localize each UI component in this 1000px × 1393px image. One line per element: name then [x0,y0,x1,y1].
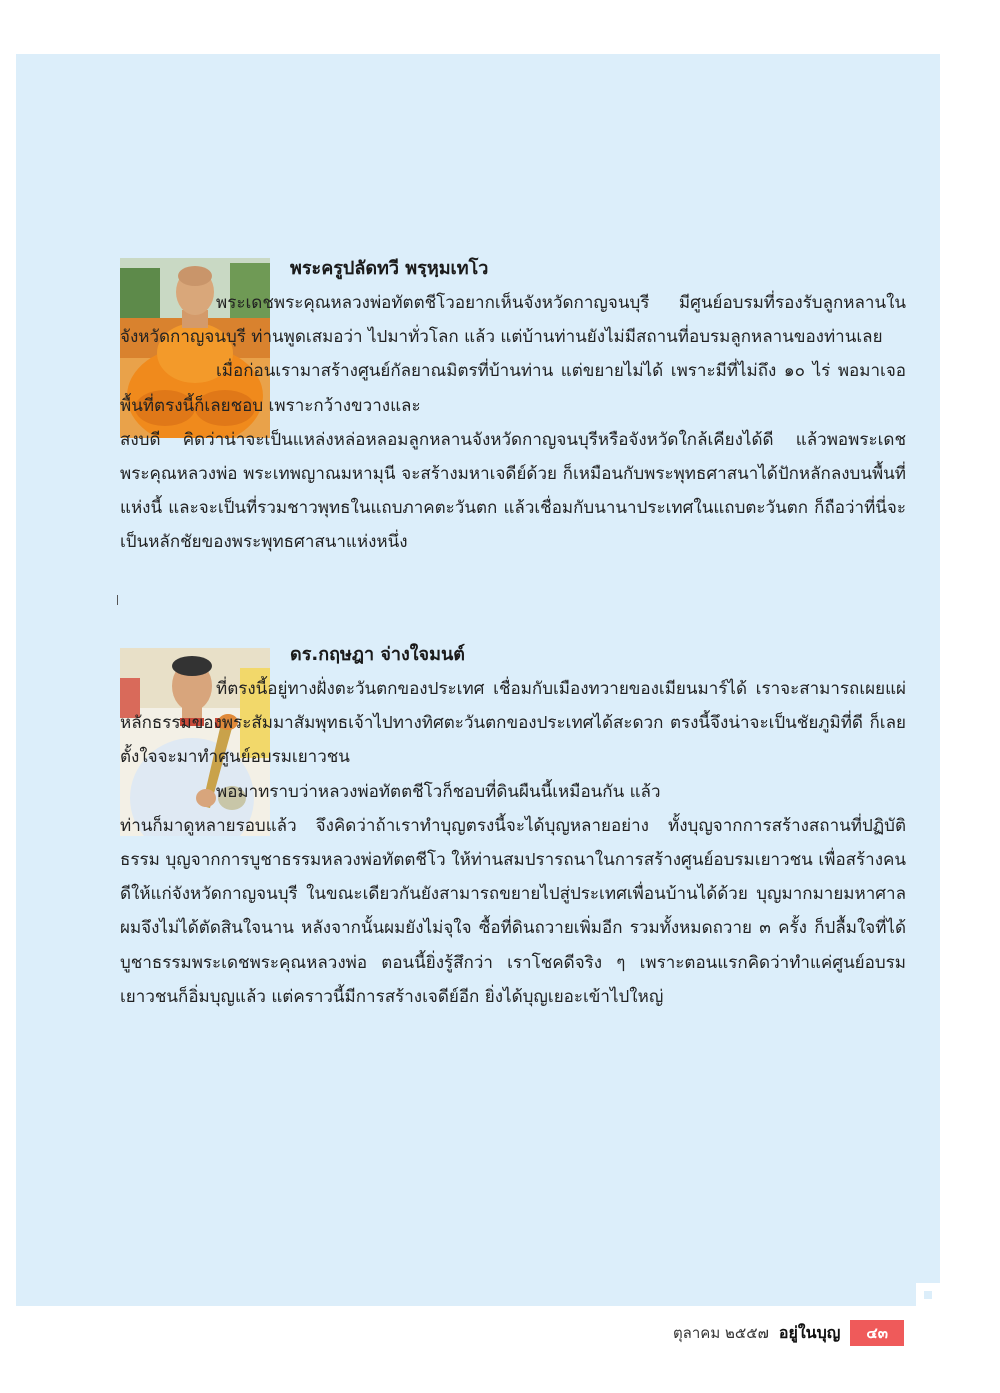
speaker-name: พระครูปลัดทวี พรฺหฺมเทโว [290,258,489,279]
speaker-name: ดร.กฤษฎา จ่างใจมนต์ [290,644,465,665]
paragraph: ที่ตรงนี้อยู่ทางฝั่งตะวันตกของประเทศ เชื่อมกับเมืองทวายของเมียนมาร์ได้ เราจะสามารถเผยแผ่หลักธรรมของพระสัมมาสัมพุทธเจ้าไปทางทิศตะวันตกของประเทศได้สะดวก ตรงนี้จึงน่าจะเป็นชัยภูมิที่ดี ก็เลยตั้งใจจะมาทำศูนย์อบรมเยาวชน [120,679,906,768]
paragraph: พอมาทราบว่าหลวงพ่อทัตตชีโวก็ชอบที่ดินผืนนี้เหมือนกัน แล้ว [216,781,661,802]
paragraph: พระเดชพระคุณหลวงพ่อทัตตชีโวอยากเห็นจังหวัดกาญจนบุรี มีศูนย์อบรมที่รองรับลูกหลานในจังหวัดกาญจนบุรี ท่านพูดเสมอว่า ไปมาทั่วโลก แล้ว แต่บ้านท่านยังไม่มีสถานที่อบรมลูกหลานของท่านเลย [120,293,906,348]
page-number: ๔๓ [850,1320,904,1346]
magazine-title: อยู่ในบุญ [778,1322,841,1342]
page-footer [673,1320,904,1346]
section-monk [120,252,906,560]
paragraph: เมื่อก่อนเรามาสร้างศูนย์กัลยาณมิตรที่บ้านท่าน แต่ขยายไม่ได้ เพราะมีที่ไม่ถึง ๑๐ ไร่ พอมาเจอพื้นที่ตรงนี้ก็เลยชอบ เพราะกว้างขวางและ [120,361,906,416]
corner-mark [916,1283,940,1307]
issue-date: ตุลาคม ๒๕๕๗ [672,1324,769,1342]
paragraph: สงบดี คิดว่าน่าจะเป็นแหล่งหล่อหลอมลูกหลานจังหวัดกาญจนบุรีหรือจังหวัดใกล้เคียงได้ดี แล้วพอพระเดชพระคุณหลวงพ่อ พระเทพญาณมหามุนี จะสร้างมหาเจดีย์ด้วย ก็เหมือนกับพระพุทธศาสนาได้ปักหลักลงบนพื้นที่แห่งนี้ และจะเป็นที่รวมชาวพุทธในแถบภาคตะวันตก แล้วเชื่อมกับนานาประเทศในแถบตะวันตก ก็ถือว่าที่นี่จะเป็นหลักชัยของพระพุทธศาสนาแห่งหนึ่ง [120,429,906,553]
section-doctor [120,638,906,1014]
margin-mark [117,595,118,605]
paragraph: ท่านก็มาดูหลายรอบแล้ว จึงคิดว่าถ้าเราทำบุญตรงนี้จะได้บุญหลายอย่าง ทั้งบุญจากการสร้างสถานที่ปฏิบัติธรรม บุญจากการบูชาธรรมหลวงพ่อทัตตชีโว ให้ท่านสมปรารถนาในการสร้างศูนย์อบรมเยาวชน เพื่อสร้างคนดีให้แก่จังหวัดกาญจนบุรี ในขณะเดียวกันยังสามารถขยายไปสู่ประเทศเพื่อนบ้านได้ด้วย บุญมากมายมหาศาล ผมจึงไม่ได้ตัดสินใจนาน หลังจากนั้นผมยังไม่จุใจ ซื้อที่ดินถวายเพิ่มอีก รวมทั้งหมดถวาย ๓ ครั้ง ก็ปลื้มใจที่ได้บูชาธรรมพระเดชพระคุณหลวงพ่อ ตอนนี้ยิ่งรู้สึกว่า เราโชคดีจริง ๆ เพราะตอนแรกคิดว่าทำแค่ศูนย์อบรมเยาวชนก็อิ่มบุญแล้ว แต่คราวนี้มีการสร้างเจดีย์อีก ยิ่งได้บุญเยอะเข้าไปใหญ่ [120,815,906,1007]
